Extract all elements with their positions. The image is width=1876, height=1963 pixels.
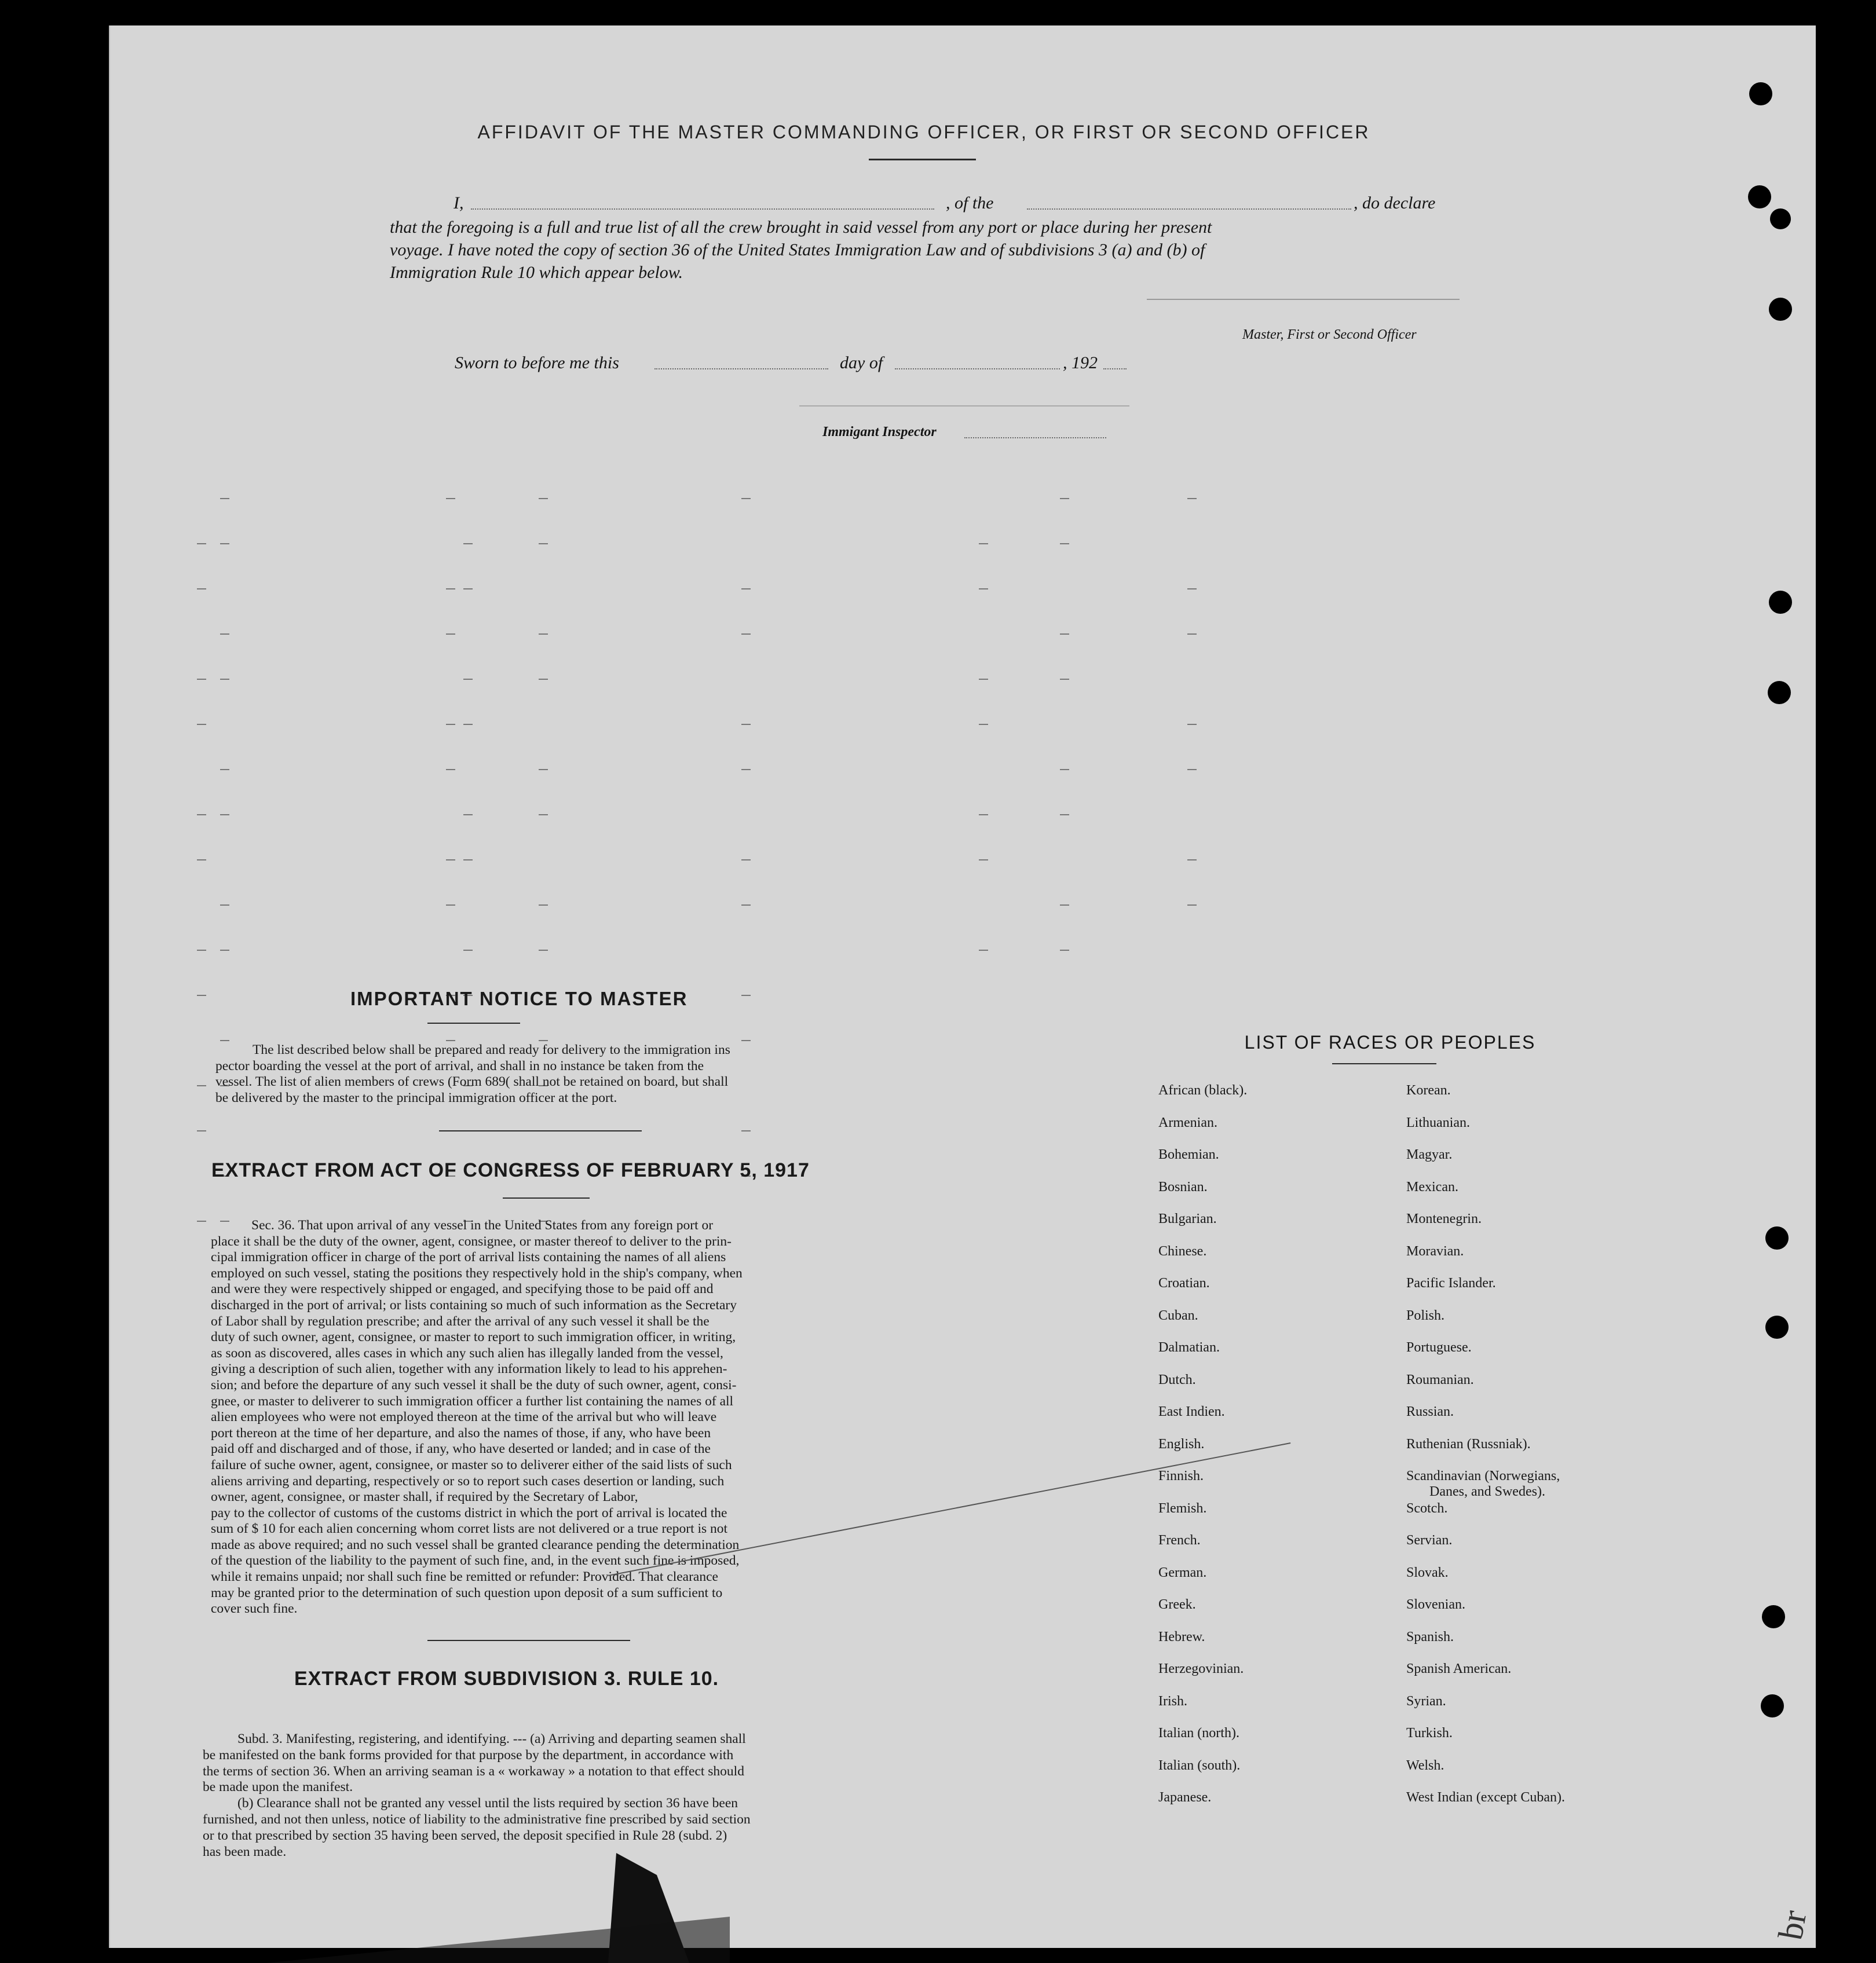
faint-dash xyxy=(979,859,988,860)
faint-dash xyxy=(463,950,473,951)
act-heading-rule xyxy=(503,1197,590,1199)
rule-extract-body xyxy=(203,1731,856,1860)
act-line: giving a description of such alien, together with any information likely to lead to his apprehen- xyxy=(211,1361,727,1377)
race-item: Armenian. xyxy=(1158,1115,1217,1130)
race-item: Hebrew. xyxy=(1158,1629,1205,1645)
affidavit-line-3: voyage. I have noted the copy of section 36 of the United States Immigration Law and of subdivisions 3 (a) and (b) of xyxy=(390,240,1205,259)
punch-hole xyxy=(1765,1316,1789,1339)
faint-dash xyxy=(220,679,229,680)
notice-line: The list described below shall be prepared and ready for delivery to the immigration ins xyxy=(253,1042,730,1057)
race-item: Scandinavian (Norwegians, xyxy=(1406,1468,1560,1484)
act-line: Sec. 36. That upon arrival of any vessel in the United States from any foreign port or xyxy=(251,1218,714,1233)
faint-dash xyxy=(741,498,751,499)
act-line: pay to the collector of customs of the customs district in which the port of arrival is located the xyxy=(211,1505,727,1521)
faint-dash xyxy=(539,904,548,906)
race-item: Polish. xyxy=(1406,1308,1445,1323)
race-item: Japanese. xyxy=(1158,1790,1212,1805)
faint-dash xyxy=(741,1040,751,1041)
race-item: Croatian. xyxy=(1158,1276,1210,1291)
race-item: Italian (south). xyxy=(1158,1757,1241,1773)
faint-dash xyxy=(197,950,206,951)
act-line: as soon as discovered, alles cases in which any such alien has illegally landed from the vessel, xyxy=(211,1345,723,1361)
faint-dash xyxy=(979,724,988,725)
faint-dash xyxy=(1060,904,1069,906)
year-label: , 192 xyxy=(1063,353,1098,372)
act-line: while it remains unpaid; nor shall such fine be remitted or refunder: Provided. That clearance xyxy=(211,1569,718,1585)
faint-dash xyxy=(446,859,455,860)
day-of-label: day of xyxy=(840,353,883,372)
faint-dash xyxy=(446,1040,455,1041)
faint-dash xyxy=(1187,769,1197,770)
sworn-label: Sworn to before me this xyxy=(455,353,619,372)
faint-dash xyxy=(197,814,206,815)
affidavit-line-4: Immigration Rule 10 which appear below. xyxy=(390,263,683,282)
race-item: Chinese. xyxy=(1158,1243,1207,1259)
race-item: Bohemian. xyxy=(1158,1147,1219,1162)
faint-dash xyxy=(979,543,988,544)
race-item: West Indian (except Cuban). xyxy=(1406,1790,1565,1805)
faint-dash xyxy=(539,543,548,544)
act-line: aliens arriving and departing, respectively or so to report such cases desertion or landing, such xyxy=(211,1473,725,1489)
race-item: Flemish. xyxy=(1158,1500,1207,1516)
faint-dash xyxy=(539,633,548,635)
race-item: Spanish American. xyxy=(1406,1661,1512,1676)
faint-dash xyxy=(446,633,455,635)
race-item: English. xyxy=(1158,1436,1205,1452)
faint-dash xyxy=(539,814,548,815)
race-item: Portuguese. xyxy=(1406,1340,1472,1355)
race-item: Cuban. xyxy=(1158,1308,1198,1323)
faint-dash xyxy=(446,769,455,770)
faint-dash xyxy=(741,1130,751,1131)
faint-dash xyxy=(197,1085,206,1086)
faint-dash xyxy=(197,995,206,996)
faint-dash xyxy=(1187,724,1197,725)
race-item: Pacific Islander. xyxy=(1406,1276,1496,1291)
inspector-caption-text: Immigant Inspector xyxy=(822,424,937,440)
rule-line: Subd. 3. Manifesting, registering, and identifying. --- (a) Arriving and departing seamen shall xyxy=(237,1731,746,1746)
faint-dash xyxy=(220,814,229,815)
race-item: Irish. xyxy=(1158,1693,1187,1709)
race-item: Finnish. xyxy=(1158,1468,1204,1484)
act-line: failure of suche owner, agent, consignee, or master so to deliverer either of the said lists of such xyxy=(211,1457,732,1473)
faint-dash xyxy=(220,543,229,544)
faint-dash xyxy=(197,543,206,544)
faint-dash xyxy=(539,950,548,951)
races-heading-rule xyxy=(1332,1063,1436,1064)
do-declare-label: , do declare xyxy=(1354,193,1436,213)
race-item: Spanish. xyxy=(1406,1629,1454,1645)
faint-dash xyxy=(741,633,751,635)
faint-dash xyxy=(1060,950,1069,951)
race-item: Moravian. xyxy=(1406,1243,1464,1259)
act-line: place it shall be the duty of the owner, agent, consignee, or master thereof to deliver to the prin- xyxy=(211,1233,732,1249)
signature-line xyxy=(1147,299,1460,300)
faint-dash xyxy=(1060,543,1069,544)
rule-extract-heading: EXTRACT FROM SUBDIVISION 3. RULE 10. xyxy=(294,1668,719,1690)
punch-hole xyxy=(1765,1226,1789,1250)
faint-dash xyxy=(1060,498,1069,499)
faint-dash xyxy=(220,1040,229,1041)
faint-dash xyxy=(741,724,751,725)
act-line: and were they were respectively shipped or engaged, and specifying those to be paid off and xyxy=(211,1281,714,1297)
title-underline xyxy=(869,159,976,160)
faint-dash xyxy=(463,588,473,589)
i-label: I, xyxy=(454,193,464,213)
faint-dash xyxy=(463,814,473,815)
faint-dash xyxy=(446,724,455,725)
punch-hole xyxy=(1748,185,1771,208)
faint-dash xyxy=(446,904,455,906)
faint-dash xyxy=(741,904,751,906)
race-item: Mexican. xyxy=(1406,1179,1458,1195)
act-line: paid off and discharged and of those, if any, who have deserted or landed; and in case of the xyxy=(211,1441,711,1457)
margin-handwriting: br xyxy=(1771,1907,1814,1943)
faint-dash xyxy=(220,904,229,906)
act-line: employed on such vessel, stating the positions they respectively hold in the ship's company, when xyxy=(211,1265,743,1281)
document-page xyxy=(109,25,1816,1948)
faint-dash xyxy=(463,679,473,680)
faint-dash xyxy=(1187,859,1197,860)
faint-dash xyxy=(539,679,548,680)
faint-dash xyxy=(446,498,455,499)
race-item: Scotch. xyxy=(1406,1500,1448,1516)
act-line: discharged in the port of arrival; or lists containing so much of such information as the Secretary xyxy=(211,1297,737,1313)
faint-dash xyxy=(539,498,548,499)
race-item: East Indien. xyxy=(1158,1404,1225,1419)
faint-dash xyxy=(1187,498,1197,499)
faint-dash xyxy=(220,769,229,770)
faint-dash xyxy=(1187,588,1197,589)
faint-dash xyxy=(979,814,988,815)
act-line: may be granted prior to the determination of such question upon deposit of a sum sufficient to xyxy=(211,1585,723,1601)
act-line: sum of $ 10 for each alien concerning whom corret lists are not delivered or a true report is not xyxy=(211,1521,728,1537)
rule-line: be manifested on the bank forms provided for that purpose by the department, in accordance with xyxy=(203,1747,734,1763)
race-item: Herzegovinian. xyxy=(1158,1661,1244,1676)
act-line: cipal immigration officer in charge of the port of arrival lists containing the names of all aliens xyxy=(211,1250,726,1265)
act-line: port thereon at the time of her departure, and also the names of those, if any, who have been xyxy=(211,1425,711,1441)
act-line: of the question of the liability to the payment of such fine, and, in the event such fine is imposed, xyxy=(211,1553,740,1569)
rule-line: or to that prescribed by section 35 having been served, the deposit specified in Rule 28 (subd. 2) xyxy=(203,1828,727,1843)
faint-dash xyxy=(1060,633,1069,635)
race-item: Turkish. xyxy=(1406,1726,1453,1741)
punch-hole xyxy=(1768,681,1791,704)
punch-hole xyxy=(1769,298,1792,321)
punch-hole xyxy=(1769,591,1792,614)
race-item: Russian. xyxy=(1406,1404,1454,1419)
race-item: Roumanian. xyxy=(1406,1372,1474,1387)
faint-dash xyxy=(463,543,473,544)
race-item: Montenegrin. xyxy=(1406,1211,1482,1226)
faint-dash xyxy=(1060,769,1069,770)
of-the-label: , of the xyxy=(946,193,994,213)
race-item: French. xyxy=(1158,1533,1201,1548)
faint-dash xyxy=(1187,633,1197,635)
race-item: Dalmatian. xyxy=(1158,1340,1220,1355)
punch-hole xyxy=(1749,82,1772,105)
inspector-caption xyxy=(822,424,937,440)
act-extract-body xyxy=(211,1218,861,1617)
faint-dash xyxy=(1187,904,1197,906)
act-line: made as above required; and no such vessel shall be granted clearance pending the determination xyxy=(211,1537,740,1552)
race-item: Ruthenian (Russniak). xyxy=(1406,1436,1531,1452)
act-separator xyxy=(427,1640,630,1641)
signature-caption: Master, First or Second Officer xyxy=(1242,327,1417,342)
faint-dash xyxy=(539,1040,548,1041)
race-item: Greek. xyxy=(1158,1597,1196,1612)
race-item: Syrian. xyxy=(1406,1693,1446,1709)
race-item: Dutch. xyxy=(1158,1372,1196,1387)
month-blank xyxy=(895,368,1060,369)
faint-dash xyxy=(220,633,229,635)
rule-line: furnished, and not then unless, notice of liability to the administrative fine prescribed by said section xyxy=(203,1811,751,1827)
notice-heading-rule xyxy=(427,1023,520,1024)
faint-dash xyxy=(1060,814,1069,815)
faint-dash xyxy=(197,859,206,860)
rule-line: (b) Clearance shall not be granted any vessel until the lists required by section 36 have been xyxy=(237,1796,738,1811)
race-item: Magyar. xyxy=(1406,1147,1453,1162)
race-item-continuation: Danes, and Swedes). xyxy=(1429,1484,1545,1499)
race-item: Slovenian. xyxy=(1406,1597,1465,1612)
vessel-blank xyxy=(1027,208,1351,210)
year-blank xyxy=(1103,368,1127,369)
act-line: of Labor shall by regulation prescribe; and after the arrival of any such vessel it shall be the xyxy=(211,1313,710,1329)
inspector-blank xyxy=(964,437,1106,438)
faint-dash xyxy=(979,588,988,589)
act-line: gnee, or master to deliverer to such immigration officer a further list containing the names of all xyxy=(211,1393,734,1409)
faint-dash xyxy=(741,859,751,860)
race-item: Lithuanian. xyxy=(1406,1115,1470,1130)
rule-line: be made upon the manifest. xyxy=(203,1779,353,1795)
faint-dash xyxy=(979,950,988,951)
notice-separator xyxy=(439,1130,642,1131)
race-item: Slovak. xyxy=(1406,1565,1449,1580)
race-item: Italian (north). xyxy=(1158,1726,1239,1741)
race-item: African (black). xyxy=(1158,1083,1248,1098)
act-extract-heading: EXTRACT FROM ACT OF CONGRESS OF FEBRUARY 5, 1917 xyxy=(211,1159,810,1181)
notice-heading: IMPORTANT NOTICE TO MASTER xyxy=(350,988,688,1009)
faint-dash xyxy=(446,588,455,589)
faint-dash xyxy=(197,679,206,680)
race-item: German. xyxy=(1158,1565,1207,1580)
name-blank xyxy=(471,208,934,210)
faint-dash xyxy=(1060,679,1069,680)
punch-hole xyxy=(1770,208,1791,229)
day-blank xyxy=(654,368,828,369)
race-item: Korean. xyxy=(1406,1083,1451,1098)
faint-dash xyxy=(463,724,473,725)
faint-dash xyxy=(220,498,229,499)
rule-line: has been made. xyxy=(203,1844,287,1859)
inspector-signature-line xyxy=(799,405,1129,406)
race-item: Welsh. xyxy=(1406,1757,1445,1773)
faint-dash xyxy=(539,769,548,770)
notice-body xyxy=(215,1042,863,1106)
affidavit-title: AFFIDAVIT OF THE MASTER COMMANDING OFFICER, OR FIRST OR SECOND OFFICER xyxy=(477,122,1370,142)
act-line: owner, agent, consignee, or master shall, if required by the Secretary of Labor, xyxy=(211,1489,638,1505)
punch-hole xyxy=(1762,1605,1785,1628)
faint-dash xyxy=(741,769,751,770)
act-line: duty of such owner, agent, consignee, or master to report to such immigration officer, in writing, xyxy=(211,1330,736,1345)
races-heading: LIST OF RACES OR PEOPLES xyxy=(1244,1032,1536,1053)
faint-dash xyxy=(741,995,751,996)
faint-dash xyxy=(197,724,206,725)
affidavit-line-2: that the foregoing is a full and true list of all the crew brought in said vessel from any port or place during her present xyxy=(390,218,1212,237)
faint-dash xyxy=(197,588,206,589)
punch-hole xyxy=(1761,1694,1784,1717)
faint-dash xyxy=(463,859,473,860)
faint-dash xyxy=(979,679,988,680)
act-line: alien employees who were not employed thereon at the time of the arrival but who will leave xyxy=(211,1409,717,1425)
rule-line: the terms of section 36. When an arriving seaman is a « workaway » a notation to that effect should xyxy=(203,1763,744,1779)
notice-line: be delivered by the master to the principal immigration officer at the port. xyxy=(215,1090,617,1105)
race-item: Bosnian. xyxy=(1158,1179,1208,1195)
act-line: sion; and before the departure of any such vessel it shall be the duty of such owner, agent, consi- xyxy=(211,1377,737,1393)
race-item: Bulgarian. xyxy=(1158,1211,1217,1226)
faint-dash xyxy=(741,588,751,589)
notice-line: pector boarding the vessel at the port of arrival, and shall in no instance be taken from the xyxy=(215,1058,704,1074)
faint-dash xyxy=(197,1221,206,1222)
act-line: cover such fine. xyxy=(211,1601,298,1617)
faint-dash xyxy=(220,950,229,951)
race-item: Servian. xyxy=(1406,1533,1453,1548)
faint-dash xyxy=(197,1130,206,1131)
notice-line: vessel. The list of alien members of crews (Form 689( shall not be retained on board, but shall xyxy=(215,1074,729,1090)
